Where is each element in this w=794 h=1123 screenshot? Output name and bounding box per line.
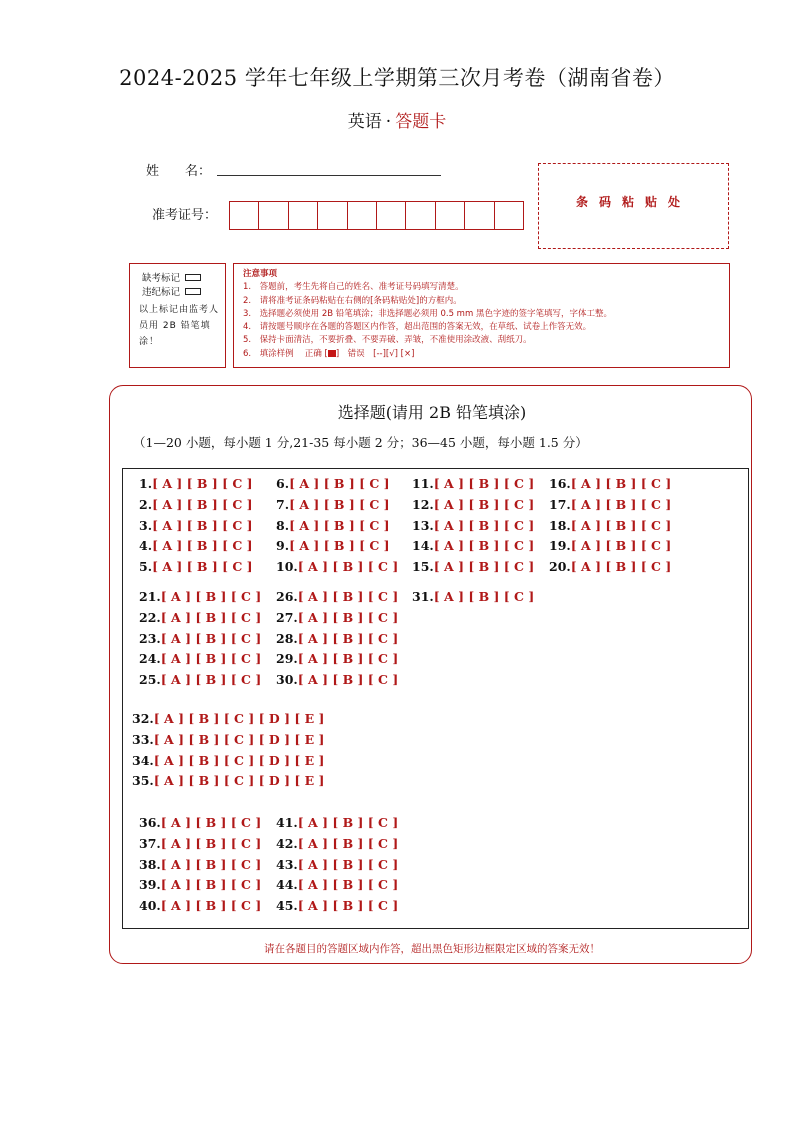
exam-id-digit-box[interactable]	[230, 202, 259, 229]
question-number: 32.	[132, 711, 154, 726]
question-number: 2.	[139, 496, 153, 512]
question-row[interactable]	[412, 559, 534, 574]
question-number: 15.	[412, 559, 434, 575]
question-number: 19.	[549, 538, 571, 554]
notice-line: 2. 请将准考证条码粘贴在右侧的[条码粘贴处]的方框内。	[243, 295, 462, 306]
notice-line: 3. 选择题必须使用 2B 铅笔填涂；非选择题必须用 0.5 mm 黑色字迹的签字笔填写，字体工整。	[243, 308, 612, 319]
question-number: 21.	[139, 589, 161, 604]
answer-bubbles[interactable]: [ A ] [ B ] [ C ] [ D ] [ E ]	[153, 773, 325, 789]
exam-id-digit-box[interactable]	[436, 202, 465, 229]
answer-bubbles[interactable]: [ A ] [ B ] [ C ]	[152, 538, 253, 554]
question-number: 5.	[139, 559, 153, 575]
question-row[interactable]	[549, 538, 671, 553]
barcode-label: 条码粘贴处	[575, 195, 691, 209]
question-row[interactable]	[139, 476, 253, 491]
question-number: 4.	[139, 538, 153, 554]
answer-bubbles[interactable]: [ A ] [ B ] [ C ]	[297, 609, 399, 625]
answer-bubbles[interactable]: [ A ] [ B ] [ C ]	[160, 672, 262, 688]
answer-bubbles[interactable]: [ A ] [ B ] [ C ]	[433, 559, 535, 575]
question-row[interactable]	[139, 836, 261, 851]
question-row[interactable]	[139, 857, 261, 872]
question-row[interactable]	[276, 898, 398, 913]
question-row[interactable]	[276, 631, 398, 646]
fill-sample-suffix: ] 错误 [--][√] [×]	[335, 348, 415, 359]
answer-bubbles[interactable]: [ A ] [ B ] [ C ]	[570, 517, 672, 533]
answer-bubbles[interactable]: [ A ] [ B ] [ C ]	[160, 589, 262, 604]
question-row[interactable]	[276, 651, 398, 666]
violation-mark-row	[142, 284, 201, 298]
answer-bubbles[interactable]: [ A ] [ B ] [ C ]	[570, 496, 672, 512]
answer-bubbles[interactable]: [ A ] [ B ] [ C ] [ D ] [ E ]	[153, 752, 325, 768]
answer-bubbles[interactable]: [ A ] [ B ] [ C ]	[160, 877, 262, 893]
answer-bubbles[interactable]: [ A ] [ B ] [ C ]	[433, 538, 535, 554]
notice-line: 5. 保持卡面清洁，不要折叠、不要弄破、弄皱，不准使用涂改液、刮纸刀。	[243, 335, 532, 346]
question-row[interactable]	[412, 518, 534, 533]
notice-box	[233, 263, 730, 368]
question-number: 24.	[139, 651, 161, 667]
question-number: 45.	[276, 898, 298, 914]
question-number: 14.	[412, 538, 434, 554]
answer-bubbles[interactable]: [ A ] [ B ] [ C ]	[297, 877, 399, 893]
answer-bubbles[interactable]: [ A ] [ B ] [ C ]	[433, 476, 535, 491]
proctor-note: 以上标记由监考人员用 2B 铅笔填涂！	[139, 305, 220, 347]
question-number: 38.	[139, 856, 161, 872]
exam-id-digit-box[interactable]	[289, 202, 318, 229]
absent-mark-row	[142, 270, 201, 284]
answer-bubbles[interactable]: [ A ] [ B ] [ C ]	[152, 476, 253, 491]
answer-bubbles[interactable]: [ A ] [ B ] [ C ]	[297, 898, 399, 914]
answer-bubbles[interactable]: [ A ] [ B ] [ C ]	[160, 651, 262, 667]
question-number: 13.	[412, 517, 434, 533]
question-row[interactable]	[549, 497, 671, 512]
question-number: 42.	[276, 835, 298, 851]
answer-bubbles[interactable]: [ A ] [ B ] [ C ]	[570, 559, 672, 575]
notice-title: 注意事项	[243, 269, 278, 279]
answer-bubbles[interactable]: [ A ] [ B ] [ C ]	[152, 496, 253, 512]
question-number: 27.	[276, 609, 298, 625]
question-number: 43.	[276, 856, 298, 872]
question-number: 44.	[276, 877, 298, 893]
question-number: 28.	[276, 630, 298, 646]
answer-bubbles[interactable]: [ A ] [ B ] [ C ]	[297, 815, 399, 830]
question-number: 37.	[139, 835, 161, 851]
answer-bubbles[interactable]: [ A ] [ B ] [ C ]	[289, 517, 390, 533]
question-number: 26.	[276, 589, 298, 604]
question-row[interactable]	[276, 857, 398, 872]
answer-bubbles[interactable]: [ A ] [ B ] [ C ]	[297, 559, 399, 575]
question-row[interactable]	[139, 538, 253, 553]
violation-mark-bubble[interactable]	[185, 288, 201, 295]
answer-bubbles[interactable]: [ A ] [ B ] [ C ]	[289, 538, 390, 554]
question-row[interactable]	[276, 497, 390, 512]
proctor-mark-box	[129, 263, 226, 368]
section-footer-warning: 请在各题目的答题区域内作答，超出黑色矩形边框限定区域的答案无效！	[264, 943, 600, 955]
question-number: 20.	[549, 559, 571, 575]
exam-id-digit-box[interactable]	[377, 202, 406, 229]
card-type-label: 答题卡	[395, 112, 447, 132]
question-number: 8.	[276, 517, 290, 533]
question-number: 31.	[412, 589, 434, 604]
question-row[interactable]	[276, 559, 398, 574]
answer-bubbles[interactable]: [ A ] [ B ] [ C ]	[152, 559, 253, 575]
question-row[interactable]	[139, 651, 261, 666]
answer-bubbles[interactable]: [ A ] [ B ] [ C ]	[160, 609, 262, 625]
question-row[interactable]	[276, 836, 398, 851]
question-row[interactable]	[276, 877, 398, 892]
exam-id-digit-box[interactable]	[318, 202, 347, 229]
question-row[interactable]	[276, 518, 390, 533]
name-field[interactable]	[217, 175, 441, 176]
answer-bubbles[interactable]: [ A ] [ B ] [ C ]	[160, 630, 262, 646]
answer-bubbles[interactable]: [ A ] [ B ] [ C ]	[297, 630, 399, 646]
question-number: 34.	[132, 752, 154, 768]
question-number: 23.	[139, 630, 161, 646]
question-row[interactable]	[549, 518, 671, 533]
subject-label: 英语	[347, 112, 382, 132]
answer-bubbles[interactable]: [ A ] [ B ] [ C ]	[297, 672, 399, 688]
question-row[interactable]	[412, 476, 534, 491]
question-number: 10.	[276, 559, 298, 575]
question-number: 29.	[276, 651, 298, 667]
question-row[interactable]	[139, 898, 261, 913]
absent-mark-label: 缺考标记	[142, 273, 181, 284]
notice-line: 4. 请按题号顺序在各题的答题区内作答，超出范围的答案无效，在草纸、试卷上作答无效。	[243, 322, 592, 333]
answer-bubbles[interactable]: [ A ] [ B ] [ C ] [ D ] [ E ]	[153, 711, 325, 726]
answer-bubbles[interactable]: [ A ] [ B ] [ C ]	[289, 476, 390, 491]
question-number: 18.	[549, 517, 571, 533]
question-number: 6.	[276, 476, 290, 491]
question-number: 30.	[276, 672, 298, 688]
section-title: 选择题(请用 2B 铅笔填涂)	[337, 403, 527, 422]
question-row[interactable]	[139, 497, 253, 512]
question-number: 12.	[412, 496, 434, 512]
question-number: 41.	[276, 815, 298, 830]
answer-bubbles[interactable]: [ A ] [ B ] [ C ]	[297, 651, 399, 667]
question-row[interactable]	[139, 518, 253, 533]
question-row[interactable]	[139, 877, 261, 892]
question-number: 25.	[139, 672, 161, 688]
answer-bubbles[interactable]: [ A ] [ B ] [ C ] [ D ] [ E ]	[153, 731, 325, 747]
exam-id-digit-box[interactable]	[495, 202, 523, 229]
question-number: 36.	[139, 815, 161, 830]
answer-bubbles[interactable]: [ A ] [ B ] [ C ]	[570, 538, 672, 554]
question-number: 3.	[139, 517, 153, 533]
question-row[interactable]	[139, 631, 261, 646]
answer-bubbles[interactable]: [ A ] [ B ] [ C ]	[433, 589, 535, 604]
question-row[interactable]	[412, 538, 534, 553]
answer-bubbles[interactable]: [ A ] [ B ] [ C ]	[160, 835, 262, 851]
page-subtitle	[0, 107, 794, 132]
answer-bubbles[interactable]: [ A ] [ B ] [ C ]	[570, 476, 672, 491]
question-row[interactable]	[276, 610, 398, 625]
question-row[interactable]	[132, 732, 324, 747]
question-row[interactable]	[132, 711, 324, 726]
question-number: 35.	[132, 773, 154, 789]
question-row[interactable]	[139, 589, 261, 604]
question-row[interactable]	[132, 773, 324, 788]
question-number: 9.	[276, 538, 290, 554]
exam-id-digit-box[interactable]	[348, 202, 377, 229]
question-number: 39.	[139, 877, 161, 893]
answer-bubbles[interactable]: [ A ] [ B ] [ C ]	[297, 856, 399, 872]
question-number: 33.	[132, 731, 154, 747]
answer-bubbles[interactable]: [ A ] [ B ] [ C ]	[297, 589, 399, 604]
question-number: 17.	[549, 496, 571, 512]
exam-id-digit-box[interactable]	[406, 202, 435, 229]
answer-bubbles[interactable]: [ A ] [ B ] [ C ]	[160, 856, 262, 872]
answer-bubbles[interactable]: [ A ] [ B ] [ C ]	[433, 496, 535, 512]
question-row[interactable]	[412, 497, 534, 512]
barcode-area	[538, 163, 729, 249]
question-row[interactable]	[276, 476, 390, 491]
question-row[interactable]	[276, 815, 398, 830]
page-title: 2024-2025 学年七年级上学期第三次月考卷（湖南省卷）	[119, 66, 675, 90]
question-number: 7.	[276, 496, 290, 512]
exam-id-digit-box[interactable]	[465, 202, 494, 229]
question-number: 40.	[139, 898, 161, 914]
absent-mark-bubble[interactable]	[185, 274, 201, 281]
question-number: 16.	[549, 476, 571, 491]
name-label: 姓 名：	[146, 164, 212, 179]
violation-mark-label: 违纪标记	[142, 287, 181, 298]
answer-bubbles[interactable]: [ A ] [ B ] [ C ]	[289, 496, 390, 512]
question-number: 1.	[139, 476, 153, 491]
answer-bubbles[interactable]: [ A ] [ B ] [ C ]	[160, 898, 262, 914]
exam-id-label: 准考证号：	[152, 208, 218, 223]
question-row[interactable]	[276, 589, 398, 604]
question-row[interactable]	[132, 753, 324, 768]
question-row[interactable]	[139, 610, 261, 625]
question-row[interactable]	[549, 476, 671, 491]
answer-bubbles[interactable]: [ A ] [ B ] [ C ]	[160, 815, 262, 830]
question-row[interactable]	[549, 559, 671, 574]
answer-bubbles[interactable]: [ A ] [ B ] [ C ]	[433, 517, 535, 533]
fill-sample-line	[243, 348, 729, 361]
section-instructions: （1—20 小题，每小题 1 分,21-35 每小题 2 分；36—45 小题，每小题 1.5 分）	[133, 435, 588, 450]
exam-id-boxes[interactable]	[229, 201, 524, 230]
question-row[interactable]	[276, 672, 398, 687]
answer-bubbles[interactable]: [ A ] [ B ] [ C ]	[297, 835, 399, 851]
answer-bubbles[interactable]: [ A ] [ B ] [ C ]	[152, 517, 253, 533]
notice-line: 1. 答题前，考生先将自己的姓名、准考证号码填写清楚。	[243, 282, 464, 293]
question-row[interactable]	[139, 672, 261, 687]
question-row[interactable]	[276, 538, 390, 553]
question-row[interactable]	[139, 559, 253, 574]
fill-sample-prefix: 6. 填涂样例 正确 [	[243, 348, 328, 359]
question-row[interactable]	[139, 815, 261, 830]
question-number: 22.	[139, 609, 161, 625]
separator-dot: ·	[385, 112, 392, 132]
filled-sample-mark	[328, 350, 336, 357]
question-row[interactable]	[412, 589, 534, 604]
exam-id-digit-box[interactable]	[259, 202, 288, 229]
question-number: 11.	[412, 476, 434, 491]
